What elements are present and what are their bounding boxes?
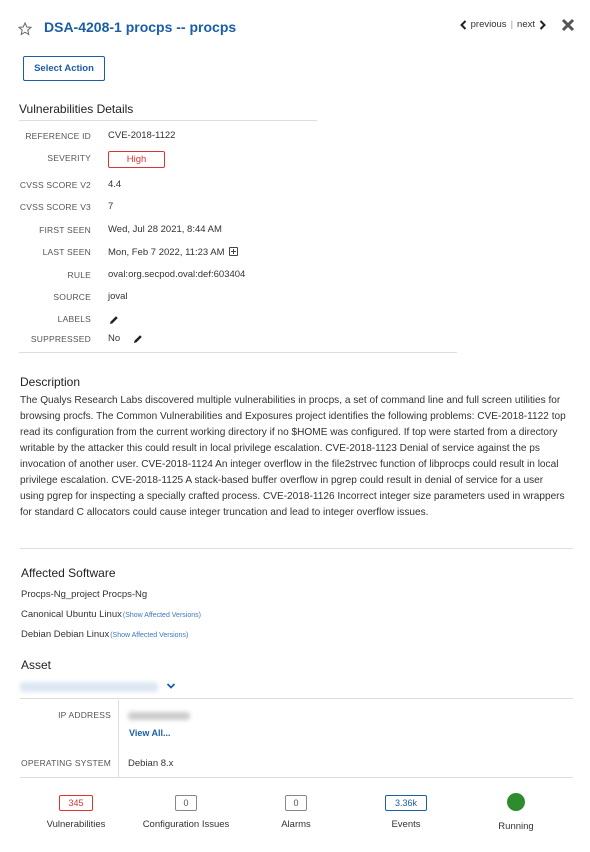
ip-address-redacted [128,712,190,720]
last-seen-value: Mon, Feb 7 2022, 11:23 AM [108,247,225,258]
software-name: Procps-Ng_project Procps-Ng [21,589,148,600]
software-name: Debian Debian Linux [21,629,110,640]
show-affected-versions-link[interactable]: (Show Affected Versions) [122,612,201,619]
select-action-button[interactable]: Select Action [23,56,105,81]
stat-label: Configuration Issues [142,819,230,830]
view-all-link[interactable]: View All... [129,728,171,738]
page-title: DSA-4208-1 procps -- procps [44,19,237,35]
detail-row-labels [0,311,460,331]
detail-label: SEVERITY [47,153,91,163]
detail-label: CVSS SCORE V2 [19,180,91,190]
stat-alarms[interactable] [241,795,351,830]
stat-running [461,793,571,832]
detail-label: CVSS SCORE V3 [19,202,91,212]
operating-system-label: OPERATING SYSTEM [21,758,111,768]
stat-count: 3.36k [385,795,427,811]
next-link[interactable]: next [517,19,535,30]
expand-plus-icon[interactable] [229,247,238,256]
detail-value: joval [108,291,128,302]
asset-name-redacted[interactable] [20,682,158,692]
detail-value [108,246,238,258]
stat-count: 0 [285,795,307,811]
detail-row-cvss-v2 [0,177,460,197]
previous-link[interactable]: previous [470,19,507,30]
edit-labels-pencil-icon[interactable] [109,315,119,325]
software-item [21,629,188,640]
software-name: Canonical Ubuntu Linux [21,609,122,620]
detail-row-rule [0,267,460,287]
description-title: Description [20,375,81,389]
divider [19,120,317,121]
detail-label: FIRST SEEN [39,225,91,235]
detail-header [0,0,590,52]
record-navigation [460,19,546,30]
detail-label: LAST SEEN [42,247,91,257]
detail-label: SOURCE [53,292,91,302]
stat-count: 345 [59,795,93,811]
detail-row-severity [0,151,460,171]
software-item [21,589,147,600]
stat-label: Running [498,821,534,832]
detail-value: 7 [108,201,114,212]
vulnerabilities-details-title: Vulnerabilities Details [19,102,134,116]
detail-value: No [108,333,121,344]
close-icon[interactable] [561,18,575,32]
detail-row-first-seen [0,222,460,242]
column-divider [118,700,119,778]
ip-address-label: IP ADDRESS [58,710,111,720]
affected-software-title: Affected Software [21,566,116,580]
description-text: The Qualys Research Labs discovered multiple vulnerabilities in procps, a set of command line and full screen utilities for browsing procfs. The Common Vulnerabilities and Exposures project identifies the following problems: CVE-2018-1122 top read its configuration from the current working directory if no $HOME was configured. If top were started from a directory writable by the attacker this could result in local privilege escalation. CVE-2018-1123 Denial of service against the ps invocation of another user. CVE-2018-1124 An integer overflow in the file2strvec function of libprocps could result in local privilege escalation. CVE-2018-1125 A stack-based buffer overflow in pgrep could result in denial of service for a user using pgrep for inspecting a specially crafted process. CVE-2018-1126 Incorrect integer size parameters used in wrappers for standard C allocators could cause integer truncation and lead to integer overflow issues. [20,395,566,518]
detail-value: Wed, Jul 28 2021, 8:44 AM [108,224,222,235]
detail-value: oval:org.secpod.oval:def:603404 [108,269,246,280]
detail-label: REFERENCE ID [25,131,91,141]
stat-vulnerabilities[interactable] [21,795,131,830]
detail-value: 4.4 [108,179,122,190]
show-affected-versions-link[interactable]: (Show Affected Versions) [110,632,189,639]
detail-label: SUPPRESSED [30,334,91,344]
edit-suppressed-pencil-icon[interactable] [133,334,143,344]
operating-system-value: Debian 8.x [128,758,174,769]
divider [20,777,573,778]
stat-label: Vulnerabilities [46,819,106,830]
divider [20,698,573,699]
stat-configuration-issues[interactable] [131,795,241,830]
detail-row-reference-id [0,128,460,148]
stat-label: Alarms [281,819,311,830]
detail-row-source [0,289,460,309]
asset-title: Asset [21,658,52,672]
severity-badge: High [108,151,165,168]
stat-label: Events [391,819,421,830]
star-icon[interactable] [18,22,32,36]
software-item [21,609,201,620]
stat-events[interactable] [351,795,461,830]
running-status-dot [507,793,525,811]
detail-label: LABELS [57,314,91,324]
detail-value: CVE-2018-1122 [108,130,176,141]
chevron-left-icon[interactable] [460,20,467,30]
detail-row-suppressed [0,331,460,351]
divider [20,548,573,549]
nav-separator: | [510,19,514,30]
chevron-down-icon[interactable] [166,681,176,691]
divider [19,352,457,353]
detail-row-last-seen [0,244,460,264]
detail-label: RULE [67,270,91,280]
chevron-right-icon[interactable] [539,20,546,30]
stat-count: 0 [175,795,197,811]
detail-row-cvss-v3 [0,199,460,219]
